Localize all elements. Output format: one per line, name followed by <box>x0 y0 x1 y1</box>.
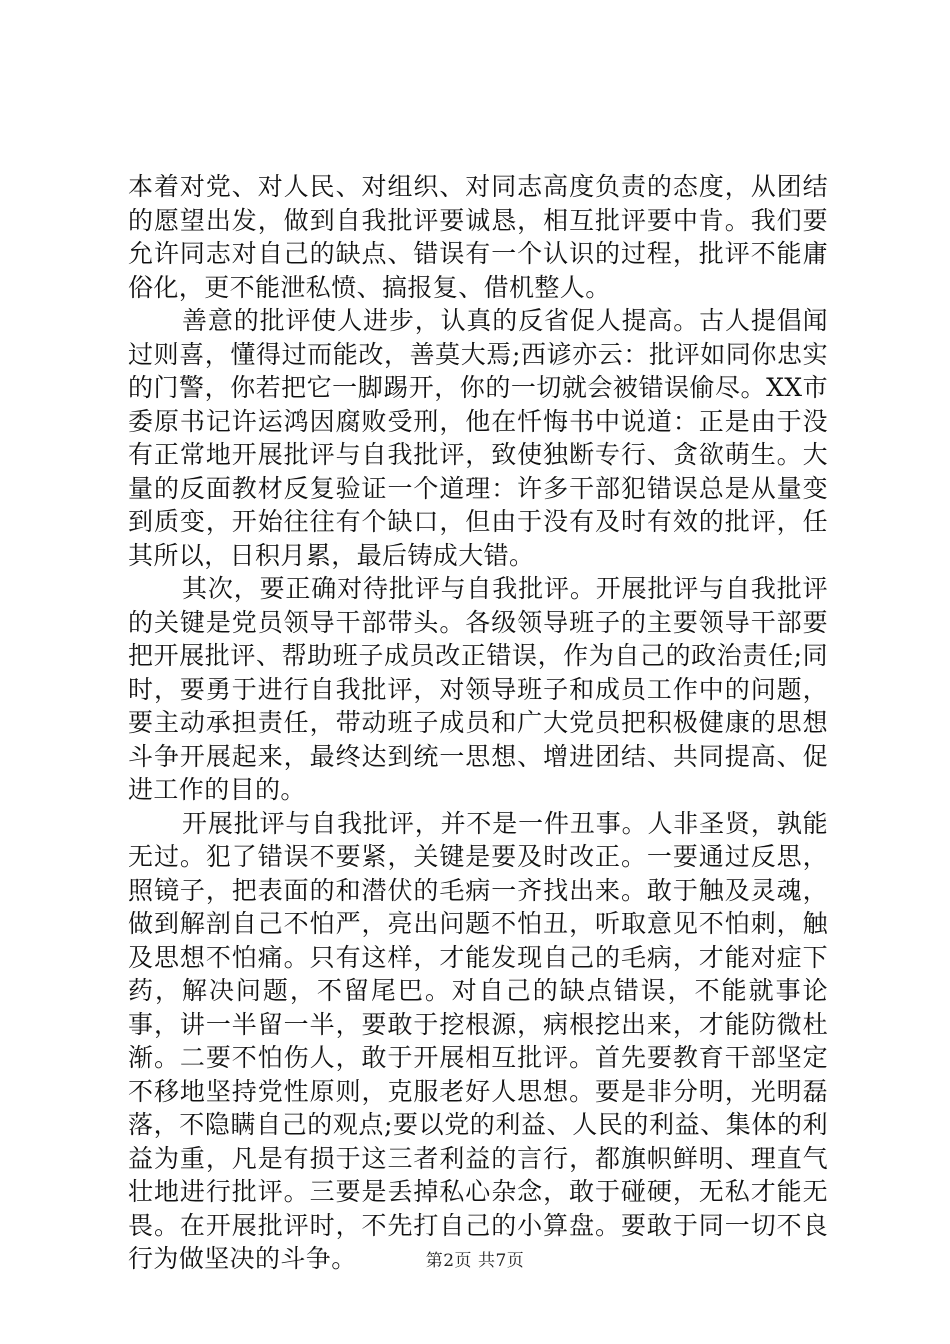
paragraph-correct-attitude: 其次，要正确对待批评与自我批评。开展批评与自我批评的关键是党员领导干部带头。各级领导班子的主要领导干部要把开展批评、帮助班子成员改正错误，作为自己的政治责任;同时，要勇于进行自我批评，对领导班子和成员工作中的问题，要主动承担责任，带动班子成员和广大党员把积极健康的思想斗争开展起来，最终达到统一思想、增进团结、共同提高、促进工作的目的。 <box>128 574 828 804</box>
page-number-footer: 第2页 共7页 <box>425 1251 525 1271</box>
paragraph-continued: 本着对党、对人民、对组织、对同志高度负责的态度，从团结的愿望出发，做到自我批评要诚恳，相互批评要中肯。我们要允许同志对自己的缺点、错误有一个认识的过程，批评不能庸俗化，更不能泄私愤、搞报复、借机整人。 <box>128 172 828 302</box>
document-body <box>128 170 828 1276</box>
paragraph-not-shameful: 开展批评与自我批评，并不是一件丑事。人非圣贤，孰能无过。犯了错误不要紧，关键是要及时改正。一要通过反思，照镜子，把表面的和潜伏的毛病一齐找出来。敢于触及灵魂，做到解剖自己不怕严，亮出问题不怕丑，听取意见不怕刺，触及思想不怕痛。只有这样，才能发现自己的毛病，才能对症下药，解决问题，不留尾巴。对自己的缺点错误，不能就事论事，讲一半留一半，要敢于挖根源，病根挖出来，才能防微杜渐。二要不怕伤人，敢于开展相互批评。首先要教育干部坚定不移地坚持党性原则，克服老好人思想。要是非分明，光明磊落，不隐瞒自己的观点;要以党的利益、人民的利益、集体的利益为重，凡是有损于这三者利益的言行，都旗帜鲜明、理直气壮地进行批评。三要是丢掉私心杂念，敢于碰硬，无私才能无畏。在开展批评时，不先打自己的小算盘。要敢于同一切不良行为做坚决的斗争。 <box>128 808 828 1273</box>
paragraph-criticism-progress: 善意的批评使人进步，认真的反省促人提高。古人提倡闻过则喜，懂得过而能改，善莫大焉;西谚亦云：批评如同你忠实的门警，你若把它一脚踢开，你的一切就会被错误偷尽。XX市委原书记许运鸿因腐败受刑，他在忏悔书中说道：正是由于没有正常地开展批评与自我批评，致使独断专行、贪欲萌生。大量的反面教材反复验证一个道理：许多干部犯错误总是从量变到质变，开始往往有个缺口，但由于没有及时有效的批评，任其所以，日积月累，最后铸成大错。 <box>128 306 828 570</box>
